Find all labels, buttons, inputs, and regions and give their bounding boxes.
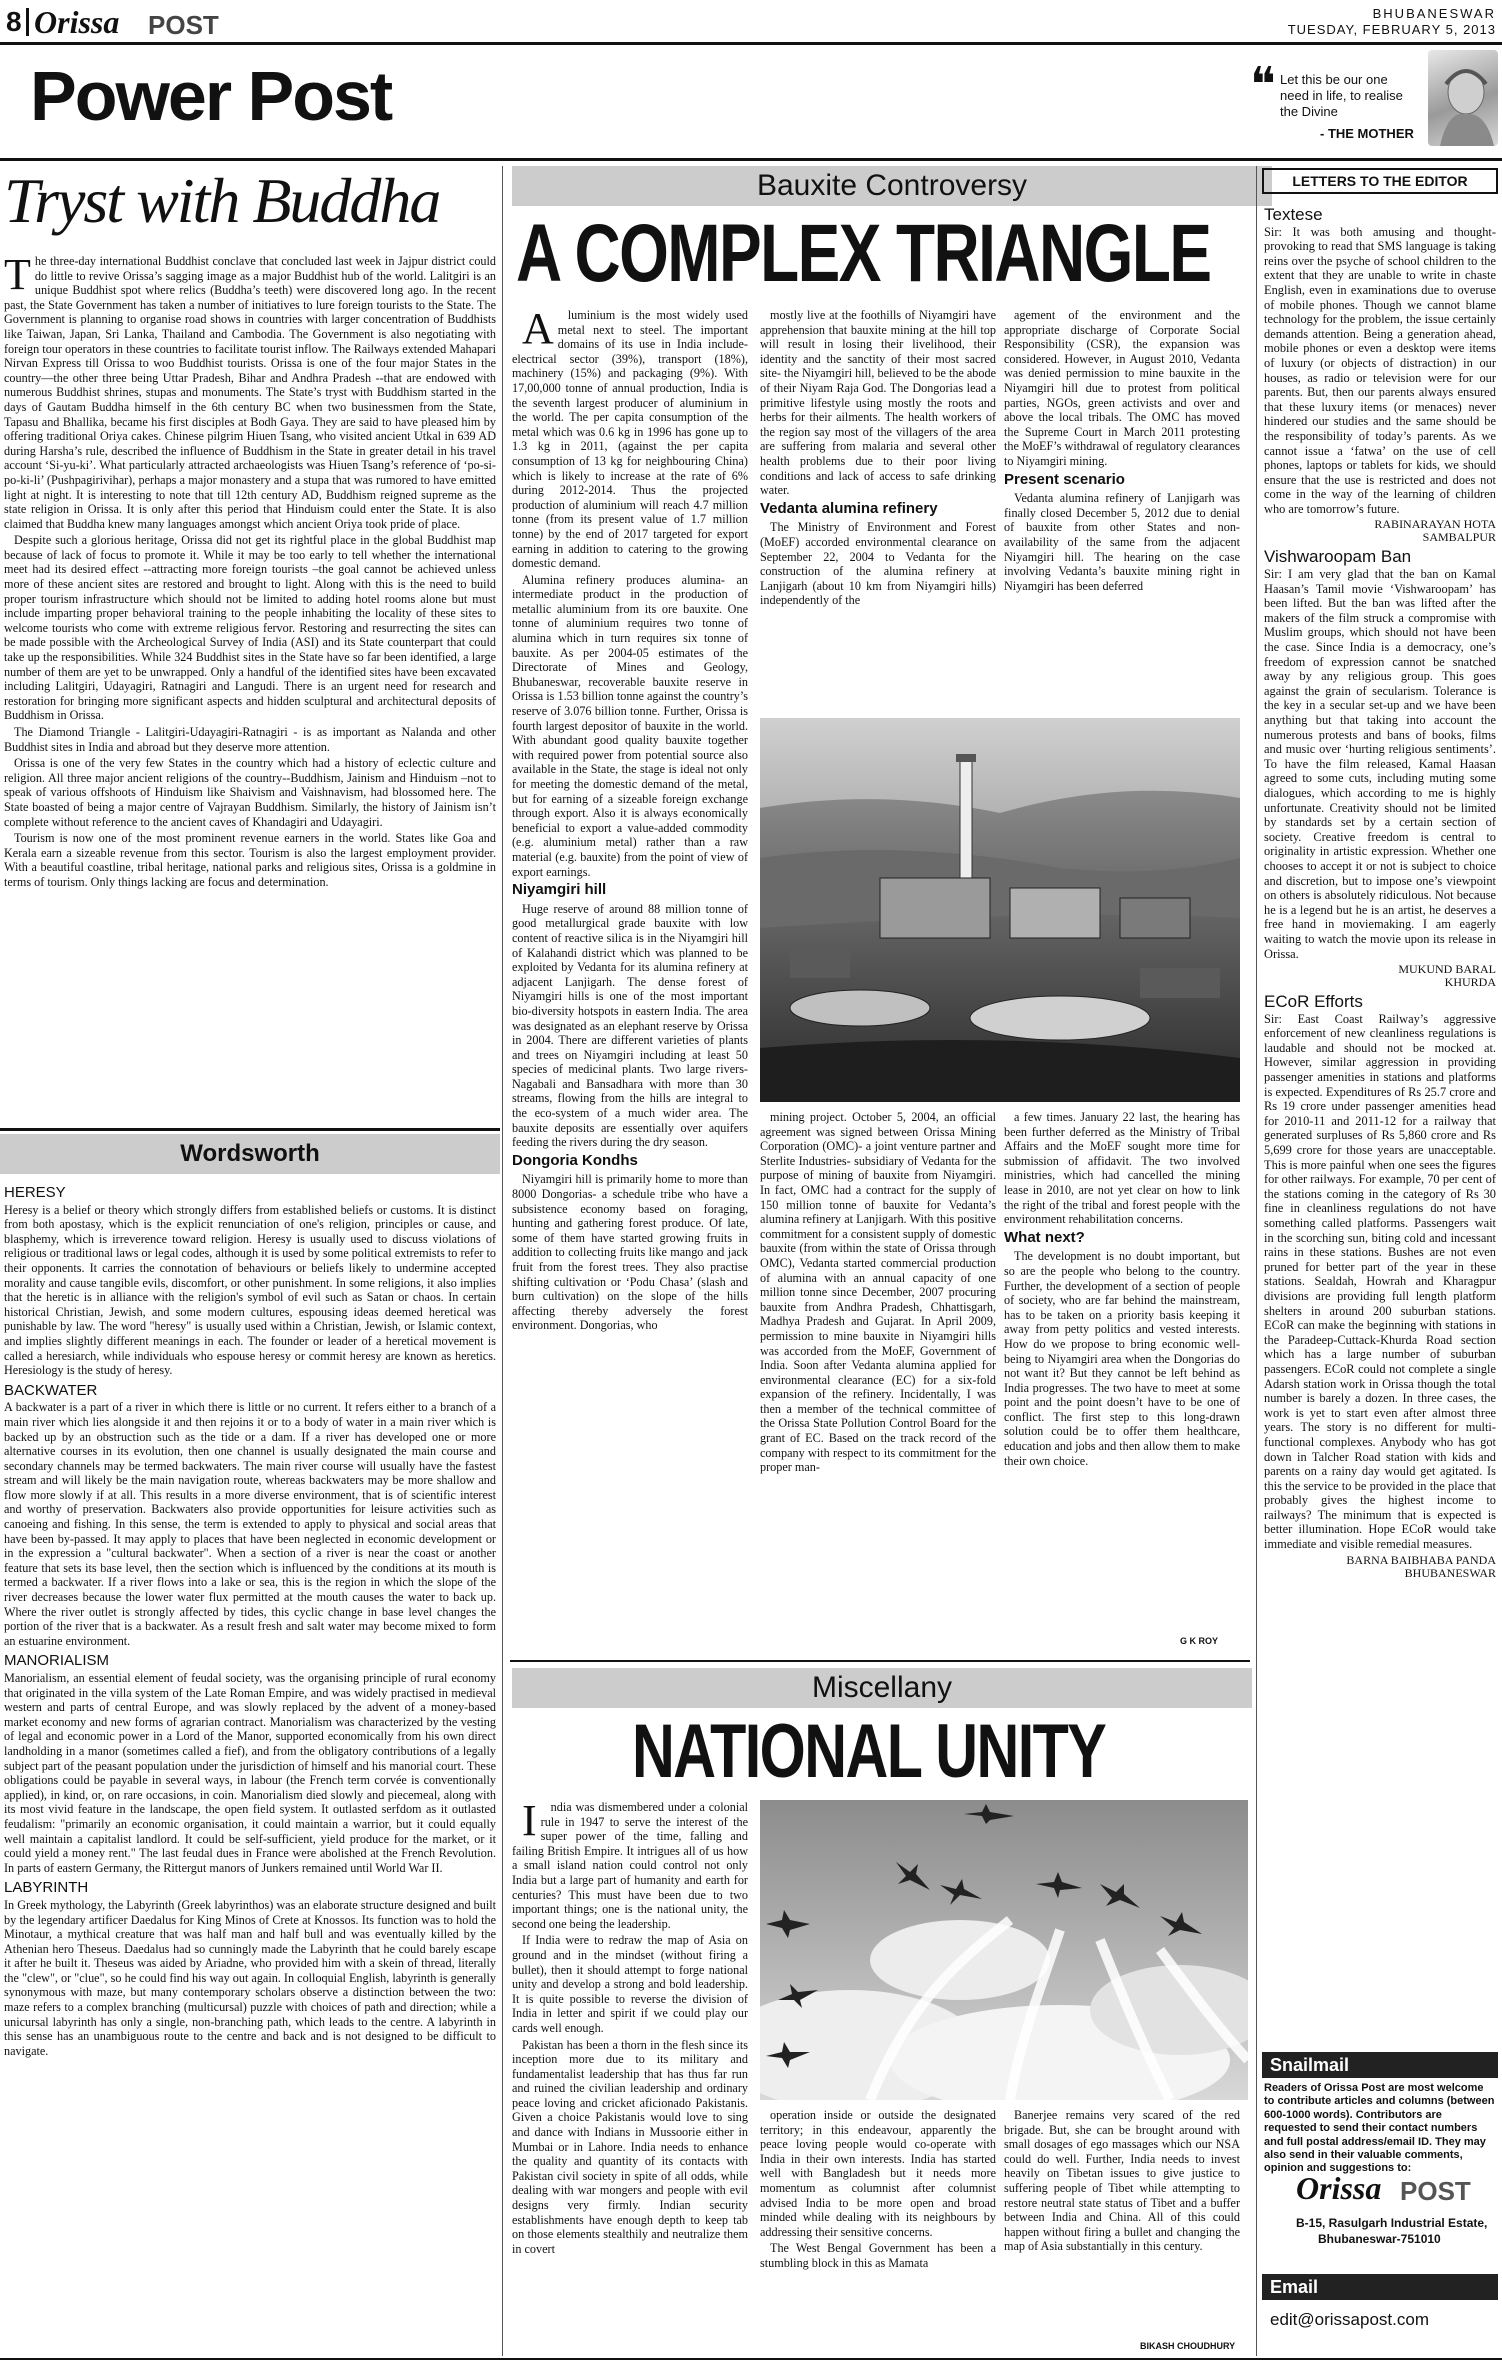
address-line-1: B-15, Rasulgarh Industrial Estate, — [1296, 2216, 1488, 2230]
word-definition: In Greek mythology, the Labyrinth (Greek labyrinthos) was an elaborate structure designed and built by the legendary artificer Daedalus for King Minos of Crete at Knossos. Its function was to hold the Minotaur, a mythical creature that was half man and half bull and was eventually killed by the Athenian hero Theseus. Daedalus had so cunningly made the Labyrinth that he could barely escape it after he built it. Theseus was aided by Ariadne, who provided him with a skein of thread, literally the "clew", or "clue", so he could find his way out again. In colloquial English, labyrinth is generally synonymous with maze, but many contemporary scholars observe a distinction between the two: maze refers to a complex branching (multicursal) puzzle with choices of path and direction; while a unicursal labyrinth has only a single, non-branching path, which leads to the centre. A labyrinth in this sense has an unambiguous route to the centre and back and is not designed to be difficult to navigate. — [4, 1897, 496, 2058]
paragraph: A luminium is the most widely used metal next to steel. The important domains of its use in India include- electrical sector (39%), transport (18%), machinery (15%) and packaging (9%). With 17,00,000 tonne of annual production, India is the seventh largest producer of aluminium in the world. The per capita consumption of the metal which was 0.6 kg in 1996 has gone up to 1.3 kg in 2011, (against the per capita consumption of 13 kg for neighbouring China) which is likely to increase at the rate of 6% during 2012-2014. Thus the projected production of aluminium will reach 4.7 million tonne (from its present value of 1.7 million tonne) by the end of 2017 targeted for export earning in addition to catering to the growing domestic demand. — [512, 308, 748, 571]
paragraph: Niyamgiri hill is primarily home to more than 8000 Dongorias- a schedule tribe who have a subsistence economy based on foraging, hunting and gathering forest produce. Of late, some of them have started growing fruits in addition to collecting fruits like mango and jack fruit from the forest trees. They also practise shifting cultivation or ‘Podu Chasa’ (slash and burn cultivation) on the slope of the hills affecting thereby adversely the forest environment. Dongorias, who — [512, 1172, 748, 1333]
bauxite-column-1 — [512, 308, 748, 1646]
letter-signature: MUKUND BARAL — [1398, 962, 1496, 977]
paragraph: The Ministry of Environment and Forest (MoEF) accorded environmental clearance on September 22, 2004 to Vedanta for the construction of the alumina refinery at Lanjigarh (about 10 km from Niyamgiri hills) independently of the — [760, 520, 996, 608]
brand-suffix: POST — [148, 10, 219, 40]
subheading: What next? — [1004, 1228, 1085, 1246]
bauxite-headline: A COMPLEX TRIANGLE — [516, 208, 1211, 299]
paragraph: Alumina refinery produces alumina- an intermediate product in the production of metallic aluminium from its ore bauxite. One tonne of aluminium requires two tonne of alumina which in turn requires six tonne of bauxite. As per 2004-05 estimates of the Directorate of Mines and Geology, Bhubaneswar, recoverable bauxite reserve in Orissa is 1.53 billion tonne against the country’s reserve of 3.076 billion tonne. Further, Orissa is fourth largest depositor of bauxite in the world. With abundant good quality bauxite together with required power from potential source also available in the State, the stage is ideal not only for meeting the domestic demand of the metal, but for earning of a sizeable foreign exchange through export. Also it is always economically beneficial to export a value-added commodity (e.g. aluminium metal) rather than a raw material (e.g. bauxite) from the point of view of export earnings. — [512, 572, 748, 879]
word-heading: BACKWATER — [4, 1381, 98, 1399]
fighter-jets-photo — [760, 1800, 1248, 2100]
masthead-rule — [0, 42, 1502, 45]
editorial-paragraph: Orissa is one of the very few States in the country which had a history of eclectic culture and religion. All three major ancient religions of the country--Buddhism, Jainism and Hinduism –not to speak of various offshoots of Hinduism like Shaivism and Vaishnavism, had blossomed here. The State boasted of being a major centre of Vajrayan Buddhism. Similarly, the history of Jainism isn’t complete without reference to the ancient caves of Khandagiri and Udayagiri. — [4, 756, 496, 829]
column-divider — [1256, 166, 1257, 2356]
masthead-divider — [26, 8, 29, 36]
paragraph: operation inside or outside the designated territory; in this endeavour, apparently the peace loving people would co-operate with India in their own interests. India has started well with Bangladesh but it needs more momentum as columnist after columnist advised India to be more open and broad minded while dealing with its neighbours by addressing their sensitive concerns. — [760, 2108, 996, 2239]
date: TUESDAY, FEBRUARY 5, 2013 — [1287, 22, 1496, 37]
quote-mark-icon: ❝ — [1250, 59, 1276, 112]
bauxite-column-3b — [1004, 1110, 1240, 1630]
word-definition: A backwater is a part of a river in which there is little or no current. It refers either to a branch of a main river which lies alongside it and then rejoins it or to a body of water in a main river which is backed up by an obstruction such as the tide or a dam. If a river has developed one or more alternative courses in its evolution, then one channel is usually designated the main course and secondary channels may be termed backwaters. The main river course will usually have the fastest stream and will likely be the main navigation route, whereas backwaters may be more shallow and flow more slowly if at all. This results in a more diverse environment, that is of scientific interest and worthy of preservation. Backwaters also provide opportunities for leisure activities such as canoeing and fishing. In this sense, the term is extended to apply to physical and social areas that have been by-passed. It may apply to places that have been neglected in economic development or in the expression a "cultural backwater". When a section of a river is near the coast or another feature that sets its base level, then the section which is influenced by the conditions at its mouth is termed a backwater. If a river flows into a lake or sea, this is the region in which the slope of the river decreases because the lower water flux permitted at the mouth causes the water to back up. Where the river outlet is strongly affected by tides, this cyclic change in base level changes the portion of the river that is a backwater. As a result fresh and salt water may become mixed to form an estuarine environment. — [4, 1400, 496, 1648]
address-brand: Orissa — [1296, 2170, 1382, 2206]
bauxite-byline: G K ROY — [1180, 1636, 1219, 1646]
page-bottom-rule — [0, 2358, 1502, 2360]
quote-author: - THE MOTHER — [1320, 126, 1414, 141]
letter-signature: BHUBANESWAR — [1404, 1565, 1496, 1580]
unity-kicker: Miscellany — [811, 1671, 953, 1704]
paragraph: Huge reserve of around 88 million tonne of good metallurgical grade bauxite with low content of reactive silica is in the Niyamgiri hill of Kalahandi district which was planned to be exploited by Vedanta for its alumina refinery at adjacent Lanjigarh. The dense forest of Niyamgiri hills is one of the most important bio-diversity hotspots in eastern India. The area was designated as an elephant reserve by Orissa in 2004. There are different varieties of plants and trees on Niyamgiri including at least 50 species of medicinal plants. Two large rivers-Nagabali and Bansadhara with more than 30 streams, flowing from the hills are integral to the eco-system of a much wider area. The bauxite deposits are essentially over aquifers feeding the rivers during the dry season. — [512, 901, 748, 1150]
letter-heading: ECoR Efforts — [1264, 992, 1363, 1012]
subheading: Niyamgiri hill — [512, 881, 607, 899]
letter-signature: BARNA BAIBHABA PANDA — [1346, 1552, 1496, 1567]
email-address[interactable]: edit@orissapost.com — [1270, 2310, 1429, 2329]
unity-headline: NATIONAL UNITY — [632, 1709, 1106, 1794]
masthead-bottom-rule — [0, 158, 1502, 161]
editorial-body — [4, 254, 496, 1122]
section-title: Power Post — [30, 57, 392, 135]
the-mother-portrait — [1428, 50, 1498, 146]
wordsworth-body — [4, 1180, 496, 2358]
letters-header: LETTERS TO THE EDITOR — [1292, 173, 1468, 189]
brand-name: Orissa — [34, 4, 120, 40]
page-number: 8 — [6, 6, 22, 37]
word-definition: Manorialism, an essential element of feudal society, was the organising principle of rural economy that originated in the villa system of the Late Roman Empire, and was widely practised in medieval western and parts of central Europe, and was slowly replaced by the advent of a money-based market economy and new forms of agrarian contract. Manorialism was characterized by the vesting of legal and economic power in a Lord of the Manor, supported economically from his own direct landholding in a manor (sometimes called a fief), and from the obligatory contributions of a legally subject part of the peasant population under the jurisdiction of himself and his manorial court. These obligations could be payable in several ways, in labour (the French term corvée is conventionally applied), in kind, or, on rare occasions, in coin. Manorialism died slowly and piecemeal, along with its most vivid feature in the landscape, the open field system. It outlasted serfdom as it outlasted feudalism: "primarily an economic organisation, it could maintain a warrior, but it could equally well maintain a capitalist landlord. It could be self-sufficient, yield produce for the market, or it could yield a money rent." The last feudal dues in France were abolished at the French Revolution. In parts of eastern Germany, the Rittergut manors of Junkers remained until World War II. — [4, 1671, 496, 1875]
paragraph: I ndia was dismembered under a colonial rule in 1947 to serve the interest of the super power of the time, falling and failing British Empire. It intrigues all of us how a small island nation could control not only India but a large part of humanity and earth for centuries? This must have been due to two important things; one is the national unity, the second one being the leadership. — [512, 1800, 748, 1931]
unity-column-1 — [512, 1800, 748, 2354]
letter-text: Sir: It was both amusing and thought-provoking to read that SMS language is taking reins over the psyche of school children to the extent that they are unable to write in chaste English, even in examinations due to overuse of mobile phones. Though we cannot blame technology for the problem, the issue certainly demands attention. Being a generation ahead, mobile phones or even a desktop were items of luxury (or objects of distraction) in our houses, as radio or television were for our parents. But, then our parents always ensured that these luxury items (or menaces) never hindered our studies and the same should be the responsibility of today’s parents. As we cannot issue a ‘fatwa’ on the use of cell phones, laptops or tablets for kids, we should ensure that the use is restricted and does not come in the way of the learning of children who are tomorrow’s future. — [1264, 224, 1496, 516]
paragraph: Pakistan has been a thorn in the flesh since its inception more due to its military and fundamentalist leadership that has thus far run and ruined the civilian leadership and ordinary peace loving and cricket aficionado Pakistanis. Given a choice Pakistanis would love to sing and dance with Indians in Mussoorie either in Mumbai or in Lahore. India needs to enhance the quality and quantity of its contacts with Pakistan civil society in spite of all odds, while dealing with war mongers and people with evil designs very firmly. Indian security establishments have enough depth to keep tab on those elements stealthily and neutralize them in covert — [512, 2037, 748, 2256]
editorial-title: Tryst with Buddha — [4, 165, 440, 236]
drop-cap: I — [522, 1800, 537, 1845]
paragraph: If India were to redraw the map of Asia on ground and in the mindset (without firing a bullet), then it should attempt to forge national unity and develop a strong and bold leadership. It is quite possible to reverse the division of India in letter and spirit if we could play our cards well enough. — [512, 1933, 748, 2035]
unity-column-2 — [760, 2108, 996, 2354]
letter-text: Sir: I am very glad that the ban on Kamal Haasan’s Tamil movie ‘Vishwaroopam’ has been lifted. But the ban was lifted after the makers of the film struck a compromise with Muslim groups, which should not have been the case. Since India is a democracy, one’s freedom of expression cannot be snatched away by any religious group. This goes against the grain of secularism. Tolerance is the key in a secular set-up and we have been anything but that taking into account the numerous protests and bans of books, films and music over ‘hurting religious sentiments’. To have the film released, Kamal Haasan agreed to some cuts, including muting some dialogues, which according to me is highly unfortunate. Creativity should not be limited by standards set by a certain section of society. Creative freedom is central to originality in artistic expression. Whether one chooses to accept it or not is subject to choice and discretion, but to impose one’s viewpoint on others is absolutely ridiculous. Not because he is a legend but he is an artist, he deserves a free hand in moviemaking. I am eagerly waiting to watch the movie upon its release in Orissa. — [1264, 567, 1496, 961]
paragraph: The development is no doubt important, but so are the people who belong to the country. Further, the development of a section of people of society, who are far behind the mainstream, has to be taken on a priority basis keeping it away from petty politics and vested interests. How do we propose to bring economic well-being to Niyamgiri area when the Dongorias do not want it? But they cannot be left behind as India progresses. The two have to meet at some point and the point doesn’t have to be one of conflict. The first step to this long-drawn solution could be to offer them healthcare, education and jobs and then allow them to make their own choice. — [1004, 1249, 1240, 1468]
subheading: Vedanta alumina refinery — [760, 499, 938, 517]
paragraph: a few times. January 22 last, the hearing has been further deferred as the Ministry of Tribal Affairs and the MoEF sought more time for submission of affidavit. The two involved ministries, which had cancelled the mining lease in 2010, are not yet clear on how to link the right of the tribal and forest people with the environment rehabilitation concerns. — [1004, 1110, 1240, 1227]
bauxite-column-2 — [760, 308, 996, 712]
column-divider — [502, 166, 503, 2356]
word-heading: LABYRINTH — [4, 1879, 89, 1897]
bauxite-column-3 — [1004, 308, 1240, 712]
paragraph: mostly live at the foothills of Niyamgiri have apprehension that bauxite mining at the hill top will result in losing their livelihood, their identity and the sanctity of their most sacred site- the Niyamgiri hill, believed to be the abode of their Niyam Raja God. The Dongorias lead a primitive lifestyle using mostly the roots and herbs for their ailments. The health workers of the region say most of the villagers of the area are suffering from malaria and several other health problems due to their poor living conditions and lack of access to safe drinking water. — [760, 308, 996, 498]
paragraph: Vedanta alumina refinery of Lanjigarh was finally closed December 5, 2012 due to denial of bauxite from other States and non-availability of the same from the adjacent Niyamgiri hill. The hearing on the case involving Vedanta’s bauxite mining right in Niyamgiri has been deferred — [1004, 491, 1240, 593]
unity-column-3 — [1004, 2108, 1240, 2340]
letter-signature: SAMBALPUR — [1422, 530, 1496, 545]
email-label: Email — [1270, 2277, 1319, 2297]
word-heading: HERESY — [4, 1184, 66, 1201]
letter-signature: RABINARAYAN HOTA — [1374, 517, 1496, 532]
address-line-2: Bhubaneswar-751010 — [1318, 2232, 1441, 2246]
snailmail-label: Snailmail — [1270, 2055, 1350, 2075]
paragraph: The West Bengal Government has been a stumbling block in this as Mamata — [760, 2241, 996, 2270]
subheading: Present scenario — [1004, 470, 1125, 488]
word-heading: MANORIALISM — [4, 1652, 110, 1670]
word-definition: Heresy is a belief or theory which strongly differs from established beliefs or customs. It is distinct from both apostasy, which is the explicit renunciation of one's religion, principles or cause, and blasphemy, which is irreverence toward religion. Heresy is usually used to discuss violations of religious or traditional laws or legal codes, although it is used by some political extremists to refer to their opponents. It carries the connotation of behaviours or beliefs likely to undermine accepted morality and cause tangible evils, discomfort, or other punishment. In some religions, it also implies that the heretic is in alliance with the religion's symbol of evil such as Satan or chaos. In certain historical Christian, Jewish, and some modern cultures, espousing ideas deemed heretical was punishable by law. The word "heresy" is usually used within a Christian, Jewish, or Islamic context, and implies slightly different meanings in each. The founder or leader of a heretical movement is called a heresiarch, while individuals who espouse heresy or commit heresy are known as heretics. Heresiology is the study of heresy. — [4, 1202, 496, 1378]
letter-heading: Vishwaroopam Ban — [1264, 547, 1412, 567]
editorial-paragraph: The Diamond Triangle - Lalitgiri-Udayagiri-Ratnagiri - is as important as Nalanda and other Buddhist sites in India and abroad but they deserve more attention. — [4, 725, 496, 754]
quote-text: Let this be our one need in life, to realise the Divine — [1280, 72, 1403, 119]
drop-cap: T — [4, 254, 31, 299]
wordsworth-title: Wordsworth — [180, 1140, 320, 1167]
letter-text: Sir: East Coast Railway’s aggressive enforcement of new cleanliness regulations is laudable and should not be mocked at. However, similar aggression in providing passenger amenities in stations and platforms is expected. Expenditures of Rs 25.7 crore and Rs 19 crore under passenger amenities head for 2010-11 and 2011-12 for a railway that generated surpluses of Rs 5,860 crore and Rs 5,699 crore for those years are unacceptable. This is more painful when one sees the figures for other railways. For example, 70 per cent of the stations coming in the category of Rs 30 fine in cleanliness regulations do not have something called platforms. Passengers wait in the scorching sun, biting cold and incessant rains in these stations. Bushes are not even pruned for better part of the year in these stations. Sealdah, Howrah and Kharagpur divisions are providing full length platform shelters in around 200 suburban stations. ECoR can make the beginning with stations in the Paradeep-Cuttack-Khurda Road section which has a large number of suburban passengers. ECoR could not complete a single Adarsh station work in Orissa though the total number is barely a dozen. In three cases, the work is yet to start even after almost three years. The story is no different for multi-functional complexes. Anybody who has got down in Talcher Road station with kids and parents on a rainy day would get agitated. Is this the service to be provided in the place that probably gives the highest income to railways? The minimum that is expected is better illumination. Hope ECoR would take immediate and visible remedial measures. — [1264, 1011, 1496, 1552]
snailmail-text: Readers of Orissa Post are most welcome to contribute articles and columns (between 600-1000 words). Contributors are requested to send their contact numbers and full postal address/email ID. They may also send in their valuable comments, opinion and suggestions to: — [1264, 2082, 1495, 2175]
subheading: Dongoria Kondhs — [512, 1151, 638, 1169]
letters-body — [1264, 202, 1496, 2046]
drop-cap: A — [522, 308, 554, 353]
unity-byline: BIKASH CHOUDHURY — [1140, 2341, 1236, 2351]
editorial-paragraph: Tourism is now one of the most prominent revenue earners in the world. States like Goa and Kerala earn a sizeable revenue from this sector. Tourism is also the largest employment provider. With a beautiful coastline, tribal heritage, national parks and religious sites, Orissa is a goldmine in terms of tourism. Only things lacking are focus and determination. — [4, 831, 496, 889]
bauxite-column-2b — [760, 1110, 996, 1650]
city: BHUBANESWAR — [1372, 6, 1496, 21]
editorial-paragraph: The three-day international Buddhist conclave that concluded last week in Jajpur district could do little to revive Orissa’s sagging image as a major Buddhist hub of the world. Lalitgiri is an unique Buddhist spot where relics (Buddha’s teeth) were discovered long ago. In the recent past, the State Government has taken a number of initiatives to lure foreign tourists to the State. The Government is planning to organise road shows in countries with larger concentration of Buddhists like Taiwan, Japan, Sri Lanka, Thailand and Cambodia. The Government is also negotiating with foreign tour operators in these countries to facilitate tourist inflow. The Railways extended Mahapari Nirvan Express till Orissa to woo Buddhist tourists. Orissa is one of the four major States in the country—the other three being Uttar Pradesh, Bihar and Andhra Pradesh --that are endowed with numerous Buddhist shrines, stupas and monuments. The State’s tryst with Buddhism started in the days of Gautam Buddha himself in the 6th century BC when two businessmen from the State, Tapasu and Bhallika, became his first disciples at Bodh Gaya. They are said to have pleased him by offering traditional Oriya cakes. Chinese pilgrim Hiuen Tsang, who visited ancient Utkal in 639 AD during Harsha’s rule, described the influence of Buddhism in the State in greater detail in his travel account ‘Si-yu-ki’. What particularly attracted archaeologists was Hiuen Tsang’s reference of ‘po-si-po-ki-li’ (Pushpagirivihar), perhaps a major monastery and a stupa that was rumored to have emitted light at night. It is interesting to note that till 12th century AD, Buddhism reigned supreme as the state religion in Orissa. It is only after this period that Hinduism could enter the State. It is also claimed that Buddha knew many languages amongst which ancient Oriya took pride of place. — [4, 254, 496, 531]
editorial-paragraph: Despite such a glorious heritage, Orissa did not get its rightful place in the global Buddhist map because of lack of focus to promote it. While it may be too early to tell whether the international meet had its desired effect --attracting more foreign tourists –the goal cannot be achieved unless more of these ancient sites are restored and brought to light. Along with this is the need to build proper tourism infrastructure which should not be limited to adding hotel rooms alone but must include imparting proper behavioral training to the people inhabiting the locality of these sites to welcome tourists who come with extreme religious fervor. Restoring and resurrecting the sites can be made possible with the Archeological Survey of India (ASI) and its State counterpart that could take up the responsibilities. While 324 Buddhist sites in the State have so far been identified, a large number of them are yet to be unwrapped. Only a handful of the identified sites have been excavated including Lalitgiri, Udayagiri, Ratnagiri and Langudi. There is an urgent need for research and restoration for bringing more significant aspects and hidden sculptural and architectural deposits of Buddhism in Orissa. — [4, 533, 496, 723]
paragraph: Banerjee remains very scared of the red brigade. But, she can be brought around with small dosages of ego massages which our NSA could do well. Further, India needs to invest heavily on Tibetan issues to give justice to suffering people of Tibet while attempting to restore neutral state status of Tibet and a buffer between India and China. All of this could happen without firing a bullet and changing the map of Asia substantially in this century. — [1004, 2108, 1240, 2254]
letter-heading: Textese — [1264, 205, 1323, 224]
wordsworth-rule — [0, 1128, 500, 1131]
address-brand-suffix: POST — [1400, 2176, 1471, 2206]
refinery-aerial-photo — [760, 718, 1240, 1102]
letter-signature: KHURDA — [1444, 975, 1496, 990]
unity-rule — [510, 1660, 1250, 1662]
paragraph: mining project. October 5, 2004, an official agreement was signed between Orissa Mining Corporation (OMC)- a joint venture partner and Sterlite Industries- subsidiary of Vedanta for the purpose of mining of bauxite from Niyamgiri. In fact, OMC had a contract for the supply of 150 million tonne of bauxite for Vedanta’s alumina refinery at Lanjigarh. With this positive commitment for a consistent supply of domestic bauxite (from within the state of Orissa through OMC), Vedanta started commercial production of alumina with an annual capacity of one million tonne since December, 2007 procuring bauxite from Andhra Pradesh, Chhattisgarh, Madhya Pradesh and Gujarat. In April 2009, permission to mine bauxite in Niyamgiri hills was accorded from the MoEF, Government of India. Soon after Vedanta alumina applied for environmental clearance (EC) for a six-fold expansion of the refinery. Incidentally, I was then a member of the technical committee of the Orissa State Pollution Control Board for the grant of EC. Based on the track record of the company with respect to its commitment for the proper man- — [760, 1110, 996, 1475]
masthead — [0, 0, 1502, 170]
bauxite-kicker: Bauxite Controversy — [756, 169, 1028, 202]
paragraph: agement of the environment and the appropriate discharge of Corporate Social Responsibility (CSR), the expansion was considered. However, in August 2010, Vedanta was denied permission to mine bauxite in the Niyamgiri hill due to protest from political parties, NGOs, green activists and over and above the local tribals. The OMC has moved the Supreme Court in March 2011 protesting the MoEF’s withdrawal of regulatory clearances to Niyamgiri mining. — [1004, 308, 1240, 468]
